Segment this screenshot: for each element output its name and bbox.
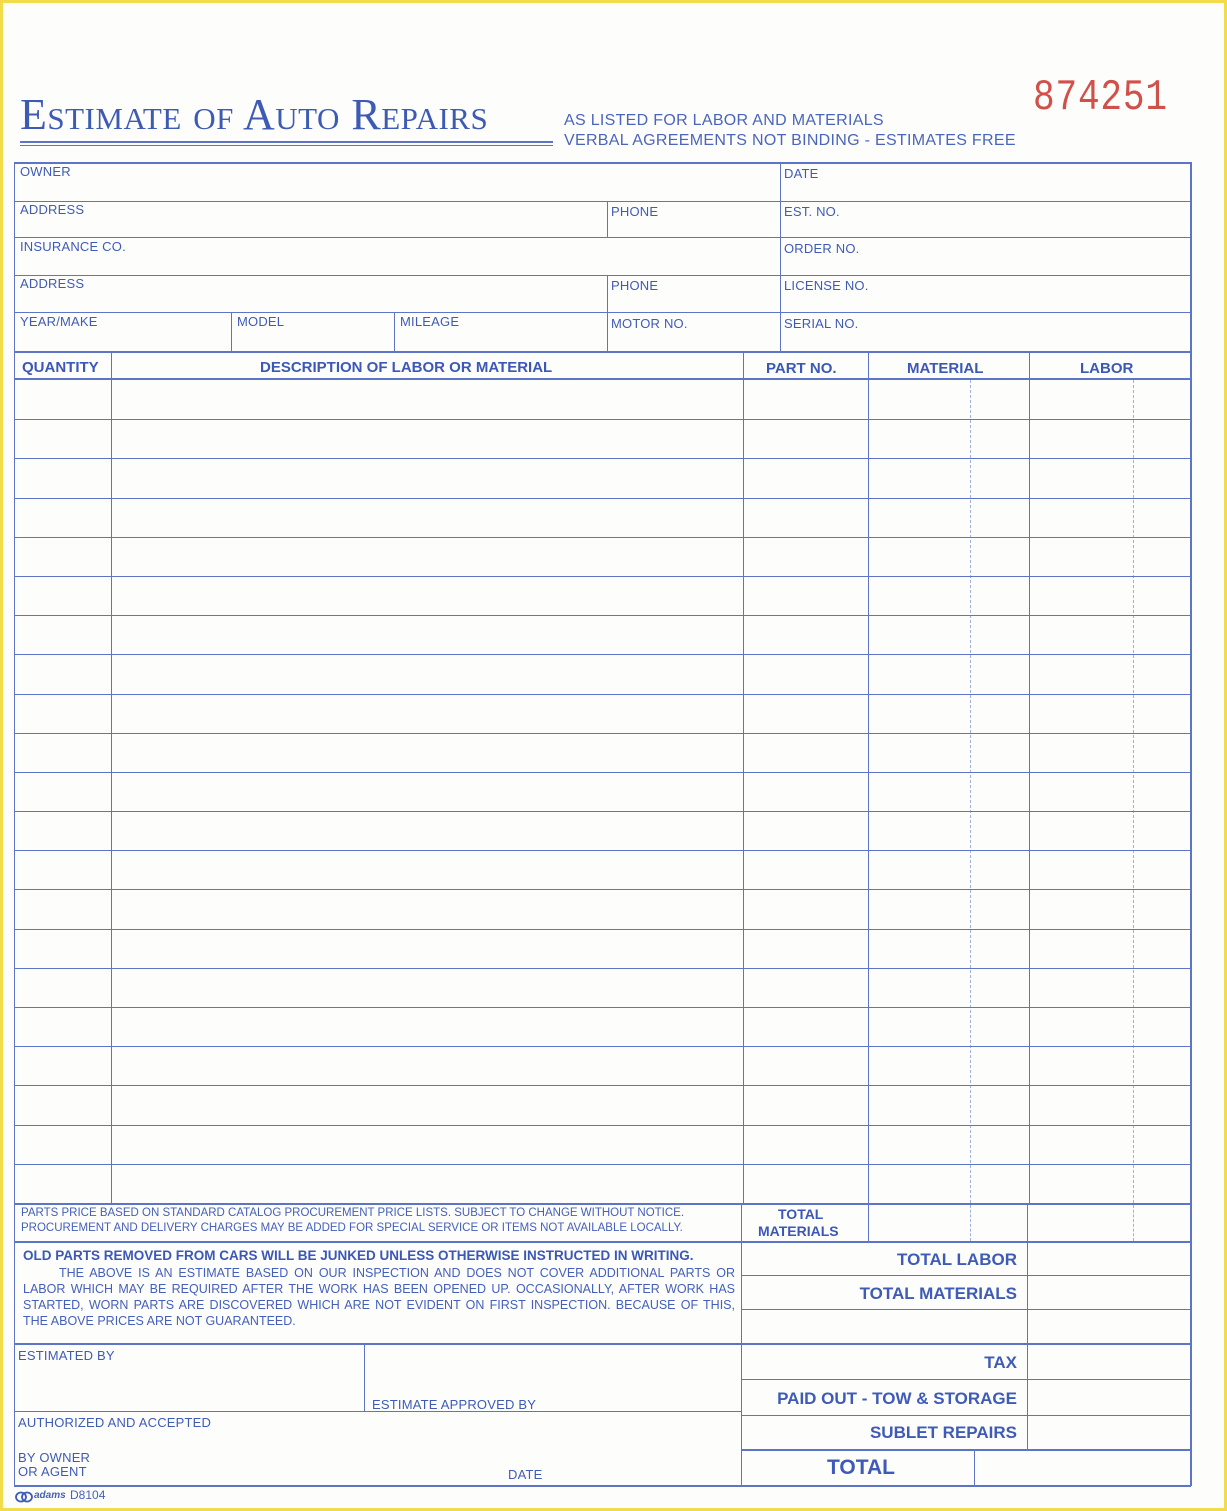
est-no-label: EST. NO. — [784, 204, 840, 219]
form-title: Estimate of Auto Repairs — [20, 90, 489, 139]
estimated-by-label: ESTIMATED BY — [18, 1348, 115, 1363]
column-header-quantity: QUANTITY — [22, 359, 99, 376]
column-header-description: DESCRIPTION OF LABOR OR MATERIAL — [260, 359, 553, 376]
adams-logo-icon — [15, 1490, 33, 1508]
table-row — [14, 654, 1191, 655]
paid-out-tow-storage-label: PAID OUT - TOW & STORAGE — [777, 1389, 1017, 1408]
order-no-label: ORDER NO. — [784, 241, 860, 256]
estimate-form — [3, 3, 1224, 1508]
signature-date-label: DATE — [508, 1467, 543, 1482]
address-label: ADDRESS — [20, 202, 85, 217]
table-row — [14, 615, 1191, 616]
table-row — [14, 1164, 1191, 1165]
table-row — [14, 498, 1191, 499]
table-row — [14, 1046, 1191, 1047]
table-row — [14, 458, 1191, 459]
column-header-labor: LABOR — [1080, 360, 1134, 377]
table-row — [14, 733, 1191, 734]
table-row — [14, 811, 1191, 812]
insurance-co-label: INSURANCE CO. — [20, 239, 126, 254]
table-row — [14, 929, 1191, 930]
title-underline-2 — [20, 145, 553, 146]
tax-label: TAX — [984, 1353, 1017, 1372]
motor-no-label: MOTOR NO. — [611, 316, 688, 331]
total-materials-box-label-1: TOTAL — [778, 1206, 824, 1222]
estimate-disclaimer: THE ABOVE IS AN ESTIMATE BASED ON OUR INSPECTION AND DOES NOT COVER ADDITIONAL PARTS OR LABOR WHICH MAY BE REQUIRED AFTER THE WORK HAS BEEN OPENED UP. OCCASIONALLY, AFTER WORK HAS STARTED, WORN PARTS ARE DISCOVERED WHICH ARE NOT EVIDENT ON FIRST INSPECTION. BECAUSE OF THIS, THE ABOVE PRICES ARE NOT GUARANTEED. — [23, 1266, 735, 1328]
footer-form-code: D8104 — [70, 1488, 106, 1502]
subtitle-labor-materials: AS LISTED FOR LABOR AND MATERIALS — [564, 112, 884, 129]
model-label: MODEL — [237, 314, 285, 329]
parts-price-note-2: PROCUREMENT AND DELIVERY CHARGES MAY BE ADDED FOR SPECIAL SERVICE OR ITEMS NOT AVAILABLE LOCALLY. — [21, 1222, 683, 1234]
table-row — [14, 850, 1191, 851]
footer-brand: adams — [34, 1490, 66, 1501]
table-row — [14, 537, 1191, 538]
table-row — [14, 772, 1191, 773]
table-row — [14, 419, 1191, 420]
serial-no-label: SERIAL NO. — [784, 316, 859, 331]
owner-label: OWNER — [20, 164, 71, 179]
insurance-phone-label: PHONE — [611, 278, 659, 293]
table-row — [14, 1085, 1191, 1086]
or-agent-label: OR AGENT — [18, 1464, 87, 1479]
table-row — [14, 968, 1191, 969]
by-owner-label: BY OWNER — [18, 1450, 91, 1465]
estimate-approved-by-label: ESTIMATE APPROVED BY — [372, 1397, 537, 1412]
sublet-repairs-label: SUBLET REPAIRS — [869, 1423, 1017, 1442]
title-underline — [20, 141, 553, 143]
license-no-label: LICENSE NO. — [784, 278, 869, 293]
grand-total-label: TOTAL — [826, 1456, 895, 1479]
total-materials-box-label-2: MATERIALS — [758, 1223, 839, 1239]
subtitle-verbal-agreements: VERBAL AGREEMENTS NOT BINDING - ESTIMATES FREE — [564, 132, 1016, 149]
phone-label: PHONE — [611, 204, 659, 219]
mileage-label: MILEAGE — [400, 314, 460, 329]
total-materials-label: TOTAL MATERIALS — [859, 1284, 1017, 1303]
parts-price-note-1: PARTS PRICE BASED ON STANDARD CATALOG PROCUREMENT PRICE LISTS. SUBJECT TO CHANGE WITHOUT NOTICE. — [21, 1207, 685, 1219]
year-make-label: YEAR/MAKE — [20, 314, 98, 329]
date-label: DATE — [784, 166, 819, 181]
table-row — [14, 889, 1191, 890]
table-row — [14, 576, 1191, 577]
table-row — [14, 1125, 1191, 1126]
table-row — [14, 1007, 1191, 1008]
table-row — [14, 694, 1191, 695]
insurance-address-label: ADDRESS — [20, 276, 85, 291]
total-labor-label: TOTAL LABOR — [897, 1250, 1017, 1269]
form-serial-number: 874251 — [1033, 73, 1168, 123]
old-parts-notice: OLD PARTS REMOVED FROM CARS WILL BE JUNKED UNLESS OTHERWISE INSTRUCTED IN WRITING. — [23, 1248, 694, 1263]
authorized-accepted-label: AUTHORIZED AND ACCEPTED — [18, 1415, 212, 1430]
column-header-material: MATERIAL — [907, 360, 984, 377]
column-header-part-no: PART NO. — [766, 360, 837, 377]
